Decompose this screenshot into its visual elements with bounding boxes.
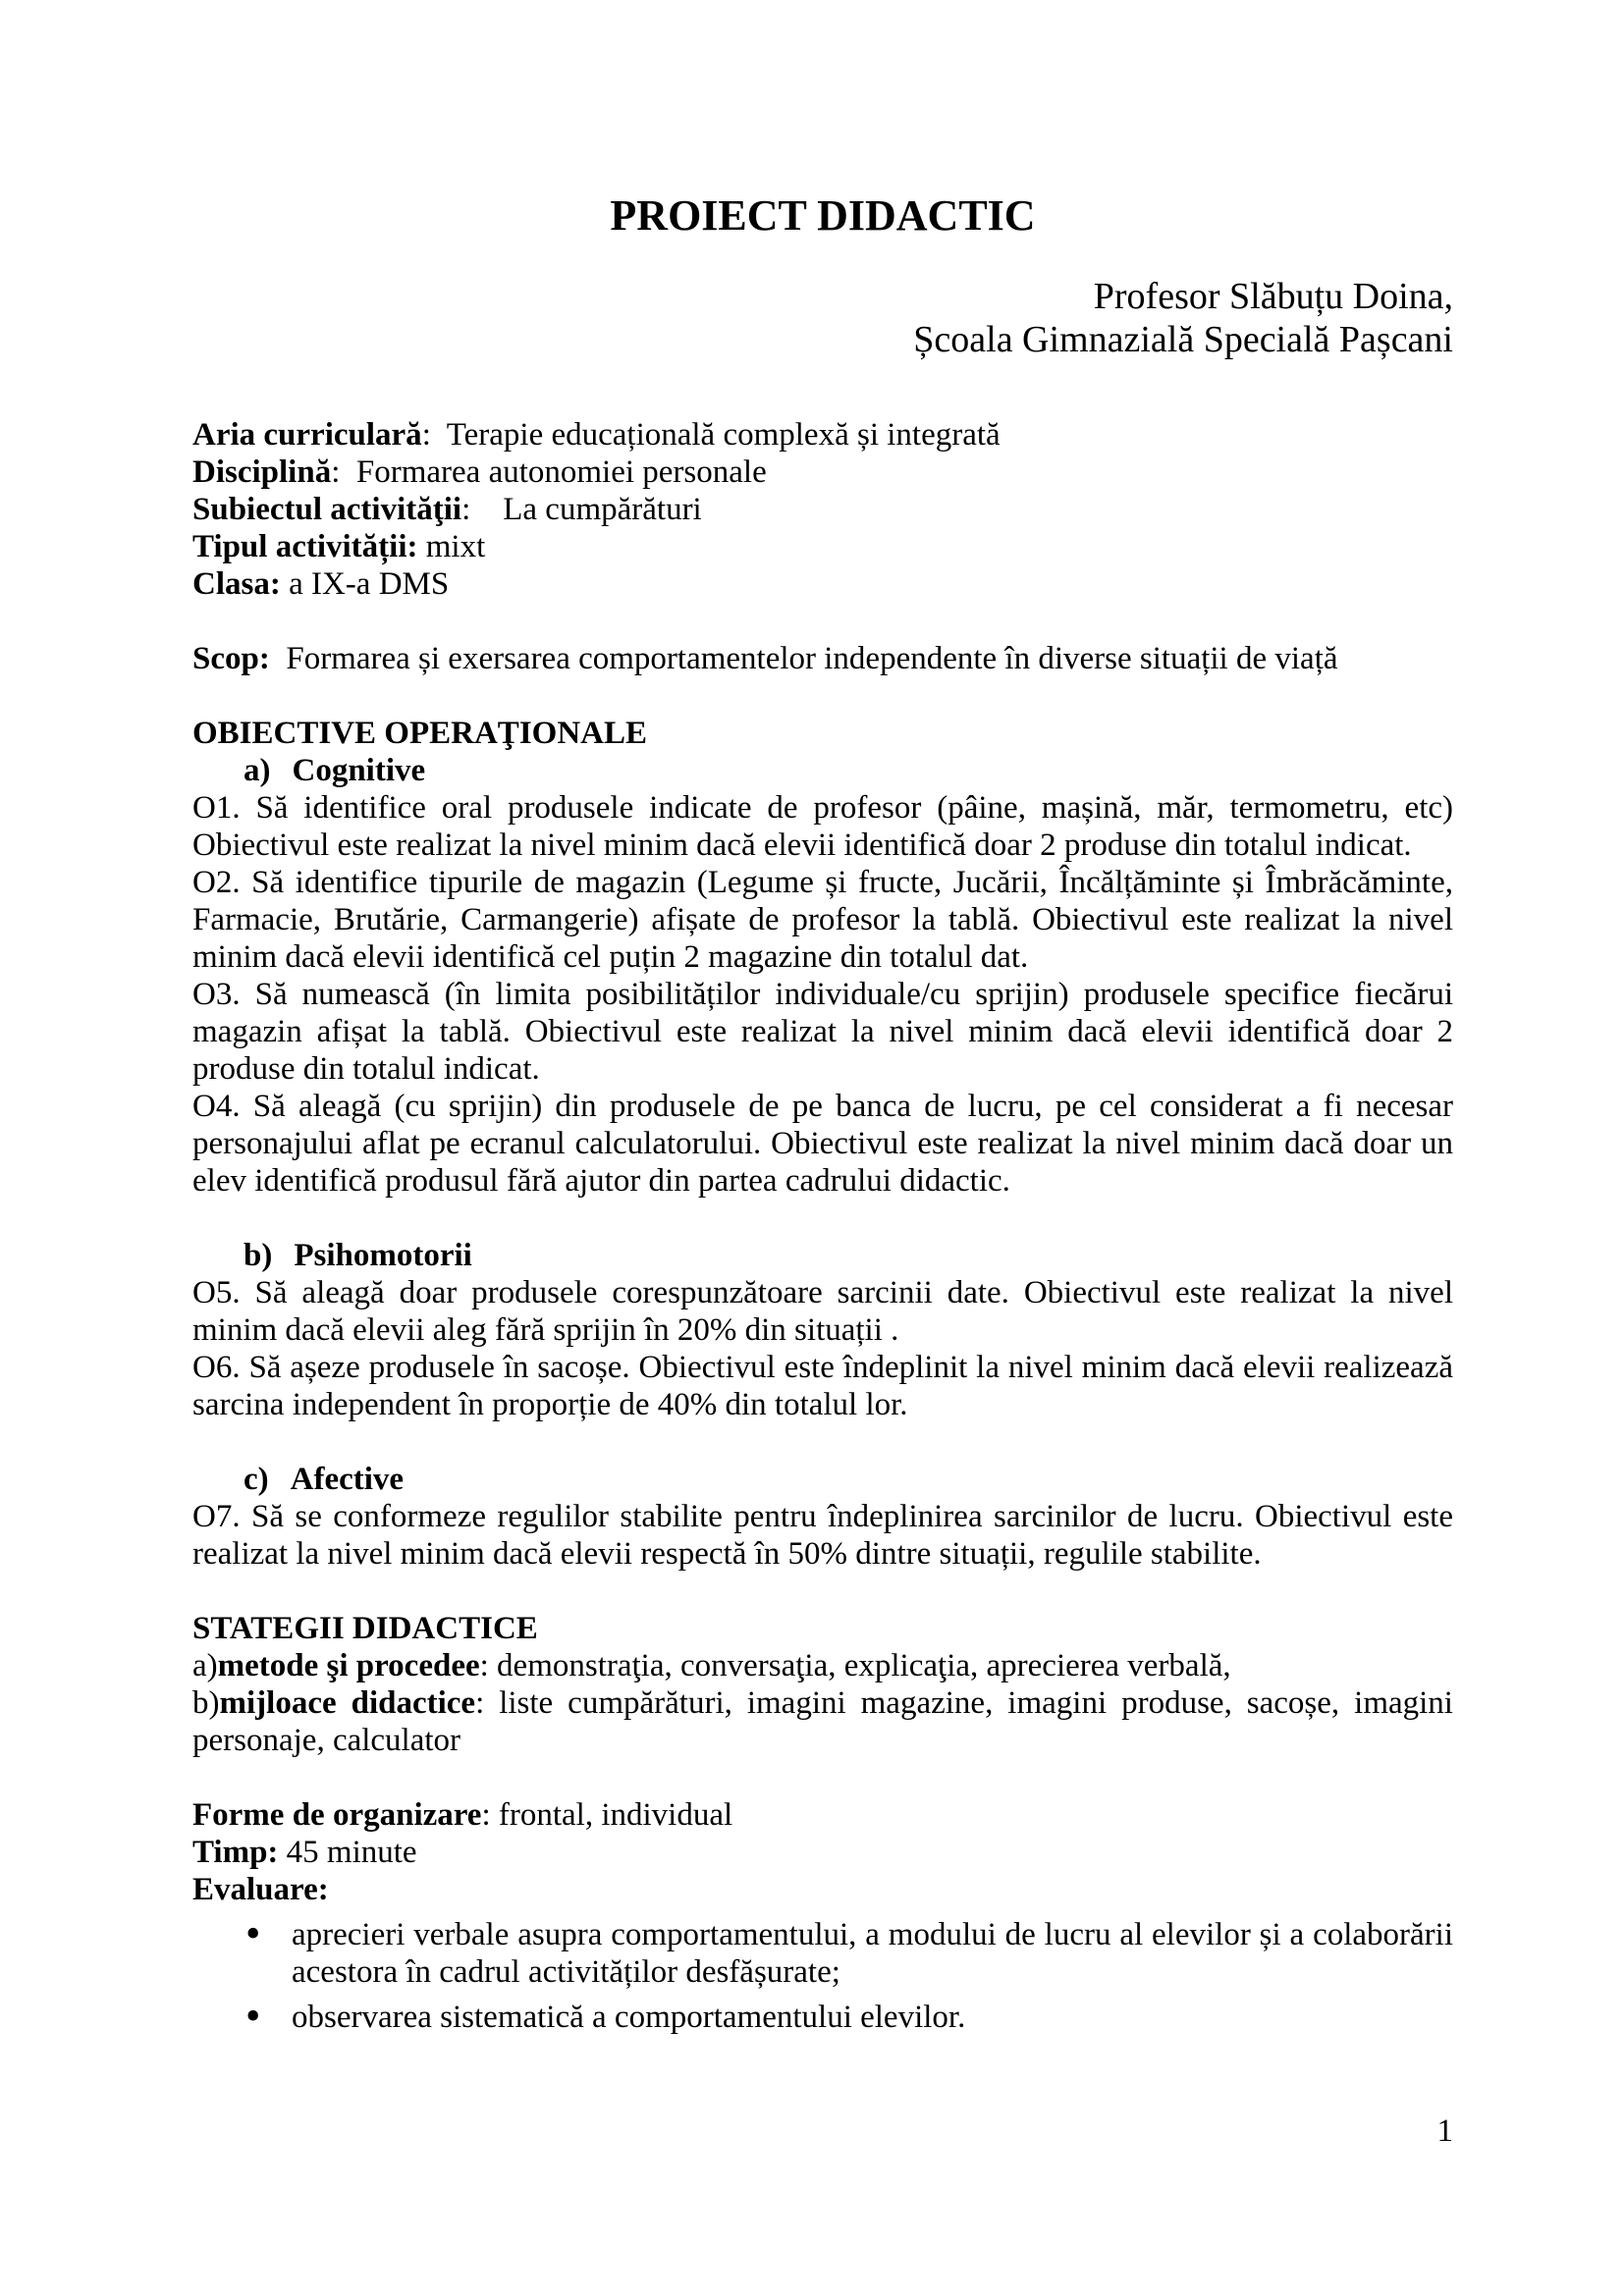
objective-paragraph-o7: O7. Să se conformeze regulilor stabilite pentru îndeplinirea sarcinilor de lucru. Obiectivul este realizat la nivel minim dacă elevii respectă în 50% dintre situații, regulile stabilite. <box>192 1499 1453 1572</box>
objectives-group-cognitive <box>192 752 1453 1200</box>
page-number: 1 <box>1436 2113 1453 2149</box>
scop-line <box>192 640 1453 677</box>
org-line-forme <box>192 1796 1453 1834</box>
meta-label: Clasa: <box>192 566 281 602</box>
group-head-afective <box>192 1461 1453 1498</box>
strategy-prefix: a) <box>192 1648 218 1683</box>
org-label: Forme de organizare <box>192 1797 482 1833</box>
strategy-line-metode <box>192 1647 1453 1684</box>
meta-value: : Formarea autonomiei personale <box>331 454 767 490</box>
group-name: Psihomotorii <box>294 1238 472 1273</box>
scop-label: Scop: <box>192 641 270 676</box>
strategy-value: : liste cumpărături, imagini magazine, imagini produse, sacoșe, imagini personaje, calculator <box>192 1685 1453 1758</box>
strategies-heading: STATEGII DIDACTICE <box>192 1611 538 1646</box>
org-value: : frontal, individual <box>481 1797 733 1833</box>
meta-label: Tipul activității: <box>192 529 418 564</box>
meta-line-aria-curriculara <box>192 416 1453 454</box>
meta-line-disciplina <box>192 454 1453 491</box>
objectives-group-psihomotorii <box>192 1237 1453 1423</box>
meta-block <box>192 416 1453 603</box>
objective-paragraph-o6: O6. Să așeze produsele în sacoșe. Obiectivul este îndeplinit la nivel minim dacă elevii realizează sarcina independent în proporție de 40% din totalul lor. <box>192 1350 1453 1422</box>
strategy-label: metode şi procedee <box>217 1648 480 1683</box>
meta-line-subiectul-activitatii <box>192 491 1453 528</box>
org-label: Timp: <box>192 1835 279 1870</box>
author-school: Școala Gimnazială Specială Pașcani <box>913 319 1453 360</box>
meta-line-clasa <box>192 565 1453 603</box>
bullet-icon: • <box>245 1992 261 2040</box>
scop-value: Formarea și exersarea comportamentelor independente în diverse situații de viață <box>269 641 1338 676</box>
strategies-section <box>192 1610 1453 1759</box>
meta-value: a IX-a DMS <box>280 566 450 602</box>
evaluation-bullet-list <box>192 1909 1453 2040</box>
org-value: 45 minute <box>278 1835 417 1870</box>
page-title: PROIECT DIDACTIC <box>610 191 1036 240</box>
group-name: Afective <box>290 1462 405 1497</box>
meta-line-tipul-activitatii <box>192 528 1453 565</box>
bullet-icon: • <box>245 1909 261 1957</box>
objectives-group-afective <box>192 1461 1453 1573</box>
meta-value: : Terapie educațională complexă și integrată <box>421 417 1001 453</box>
meta-label: Subiectul activităţii <box>192 492 462 527</box>
meta-label: Disciplină <box>192 454 332 490</box>
group-name: Cognitive <box>292 753 426 788</box>
objective-paragraph-o5: O5. Să aleagă doar produsele corespunzătoare sarcinii date. Obiectivul este realizat la nivel minim dacă elevii aleg fără sprijin în 20% din situații . <box>192 1275 1453 1348</box>
author-block <box>192 275 1453 361</box>
group-head-psihomotorii <box>192 1237 1453 1274</box>
bullet-text: aprecieri verbale asupra comportamentului, a modului de lucru al elevilor și a colaborării acestora în cadrul activităților desfășurate; <box>292 1917 1453 1990</box>
meta-value: : La cumpărături <box>461 492 702 527</box>
group-head-cognitive <box>192 752 1453 789</box>
objective-paragraph-o4: O4. Să aleagă (cu sprijin) din produsele de pe banca de lucru, pe cel considerat a fi necesar personajului aflat pe ecranul calculatorului. Obiectivul este realizat la nivel minim dacă doar un elev identifică produsul fără ajutor din partea cadrului didactic. <box>192 1089 1453 1199</box>
group-letter: b) <box>244 1238 273 1273</box>
group-letter: a) <box>244 753 271 788</box>
list-item <box>192 1909 1453 1991</box>
list-item <box>192 1992 1453 2040</box>
strategy-prefix: b) <box>192 1685 220 1721</box>
org-label: Evaluare: <box>192 1872 329 1907</box>
objective-paragraph-o2: O2. Să identifice tipurile de magazin (Legume și fructe, Jucării, Încălțăminte și Îmbrăcăminte, Farmacie, Brutărie, Carmangerie) afișate de profesor la tablă. Obiectivul este realizat la nivel minim dacă elevii identifică cel puțin 2 magazine din totalul dat. <box>192 865 1453 975</box>
objective-paragraph-o1: O1. Să identifice oral produsele indicate de profesor (pâine, mașină, măr, termometru, etc) Obiectivul este realizat la nivel minim dacă elevii identifică doar 2 produse din totalul indicat. <box>192 790 1453 863</box>
bullet-text: observarea sistematică a comportamentului elevilor. <box>292 2000 966 2035</box>
group-letter: c) <box>244 1462 269 1497</box>
objectives-section <box>192 715 1453 1573</box>
strategy-line-mijloace <box>192 1684 1453 1759</box>
objective-paragraph-o3: O3. Să numească (în limita posibilităților individuale/cu sprijin) produsele specifice fiecărui magazin afișat la tablă. Obiectivul este realizat la nivel minim dacă elevii identifică doar 2 produse din totalul indicat. <box>192 977 1453 1087</box>
org-line-timp <box>192 1834 1453 1871</box>
meta-label: Aria curriculară <box>192 417 422 453</box>
organization-section <box>192 1796 1453 1908</box>
strategy-label: mijloace didactice <box>219 1685 476 1721</box>
author-name: Profesor Slăbuțu Doina, <box>1093 276 1453 317</box>
strategy-value: : demonstraţia, conversaţia, explicaţia, aprecierea verbală, <box>479 1648 1231 1683</box>
meta-value: mixt <box>417 529 486 564</box>
objectives-heading: OBIECTIVE OPERAŢIONALE <box>192 716 648 751</box>
org-line-evaluare <box>192 1871 1453 1908</box>
document-content <box>192 0 1453 2040</box>
